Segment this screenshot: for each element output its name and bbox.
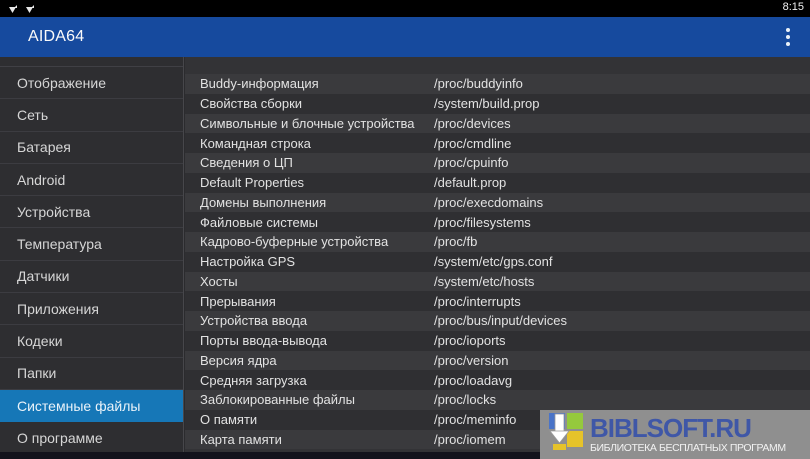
file-row-label: Командная строка (200, 135, 311, 151)
notification-icons (7, 3, 36, 15)
sidebar-partial-item (0, 57, 183, 67)
sidebar-item[interactable] (0, 132, 183, 164)
file-row-label: Порты ввода-вывода (200, 333, 327, 349)
download-arrow-icon (7, 3, 19, 15)
sidebar-item[interactable] (0, 422, 183, 452)
sidebar-item-label: Сеть (17, 106, 49, 123)
file-row[interactable] (185, 114, 810, 134)
file-row-label: Домены выполнения (200, 194, 327, 210)
file-row-label: Средняя загрузка (200, 372, 307, 388)
system-files-panel (185, 57, 810, 452)
sidebar-item[interactable] (0, 261, 183, 293)
file-row[interactable] (185, 74, 810, 94)
sidebar-item-label: Приложения (17, 300, 99, 317)
file-row-label: Устройства ввода (200, 313, 308, 329)
file-row-label: Файловые системы (200, 214, 319, 230)
overflow-menu-icon[interactable] (774, 21, 802, 53)
file-row-label: Buddy-информация (200, 76, 319, 92)
file-row[interactable] (185, 173, 810, 193)
file-row-path: /proc/version (434, 352, 509, 368)
file-row-path: /proc/filesystems (434, 214, 531, 230)
status-bar (0, 0, 810, 17)
sidebar-item-label: Отображение (17, 74, 107, 91)
sidebar-item[interactable] (0, 228, 183, 260)
file-row-path: /default.prop (434, 175, 507, 191)
file-row[interactable] (185, 94, 810, 114)
file-row-label: Кадрово-буферные устройства (200, 234, 389, 250)
file-row-path: /proc/meminfo (434, 412, 517, 428)
sidebar-item[interactable] (0, 358, 183, 390)
file-row[interactable] (185, 193, 810, 213)
file-row[interactable] (185, 153, 810, 173)
sidebar-item[interactable] (0, 325, 183, 357)
file-row[interactable] (185, 252, 810, 272)
sidebar-item[interactable] (0, 293, 183, 325)
download-arrow-icon (24, 3, 36, 15)
file-row-label: О памяти (200, 412, 258, 428)
clock: 8:15 (782, 1, 804, 13)
watermark (540, 410, 810, 459)
sidebar-item-label: Устройства (17, 203, 91, 220)
file-row[interactable] (185, 272, 810, 292)
sidebar-item[interactable] (0, 164, 183, 196)
file-row[interactable] (185, 133, 810, 153)
file-row-path: /proc/devices (434, 115, 511, 131)
sidebar-item[interactable] (0, 390, 183, 422)
file-row[interactable] (185, 291, 810, 311)
file-row-label: Версия ядра (200, 352, 277, 368)
file-row-path: /proc/loadavg (434, 372, 513, 388)
file-row[interactable] (185, 370, 810, 390)
sidebar-item[interactable] (0, 196, 183, 228)
biblsoft-logo-icon (547, 411, 585, 458)
file-row-path: /proc/buddyinfo (434, 76, 523, 92)
file-row-label: Прерывания (200, 293, 276, 309)
sidebar-item-label: Кодеки (17, 333, 63, 350)
file-row-label: Свойства сборки (200, 96, 303, 112)
file-row-path: /proc/iomem (434, 431, 506, 447)
watermark-tagline: БИБЛИОТЕКА БЕСПЛАТНЫХ ПРОГРАММ (590, 442, 786, 454)
file-row-label: Хосты (200, 273, 238, 289)
watermark-text (590, 415, 786, 454)
file-row-label: Сведения о ЦП (200, 155, 293, 171)
file-row-path: /system/build.prop (434, 96, 540, 112)
file-row-path: /proc/execdomains (434, 194, 544, 210)
sidebar (0, 57, 184, 452)
system-files-list (185, 74, 810, 449)
watermark-brand: BIBLSOFT.RU (590, 413, 751, 443)
sidebar-item-label: Температура (17, 236, 102, 253)
sidebar-item-label: О программе (17, 429, 103, 446)
file-row-path: /proc/cmdline (434, 135, 512, 151)
file-row[interactable] (185, 232, 810, 252)
app-title: AIDA64 (28, 28, 85, 45)
file-row-path: /proc/fb (434, 234, 478, 250)
file-row-path: /proc/interrupts (434, 293, 521, 309)
sidebar-item-label: Системные файлы (17, 397, 141, 414)
file-row[interactable] (185, 390, 810, 410)
sidebar-item[interactable] (0, 99, 183, 131)
sidebar-item-label: Батарея (17, 139, 71, 156)
file-row-label: Настройка GPS (200, 254, 296, 270)
sidebar-item-label: Android (17, 171, 66, 188)
file-row-path: /proc/ioports (434, 333, 506, 349)
file-row-path: /system/etc/gps.conf (434, 254, 553, 270)
sidebar-item-label: Папки (17, 365, 57, 382)
file-row-path: /proc/locks (434, 392, 497, 408)
sidebar-item[interactable] (0, 67, 183, 99)
file-row[interactable] (185, 351, 810, 371)
file-row[interactable] (185, 212, 810, 232)
file-row-label: Символьные и блочные устройства (200, 115, 415, 131)
file-row-path: /system/etc/hosts (434, 273, 535, 289)
file-row-label: Default Properties (200, 175, 305, 191)
file-row-label: Заблокированные файлы (200, 392, 355, 408)
file-row-path: /proc/bus/input/devices (434, 313, 567, 329)
sidebar-item-label: Датчики (17, 268, 70, 285)
file-row-path: /proc/cpuinfo (434, 155, 509, 171)
file-row[interactable] (185, 331, 810, 351)
app-bar (0, 17, 810, 57)
file-row-label: Карта памяти (200, 431, 282, 447)
file-row[interactable] (185, 311, 810, 331)
